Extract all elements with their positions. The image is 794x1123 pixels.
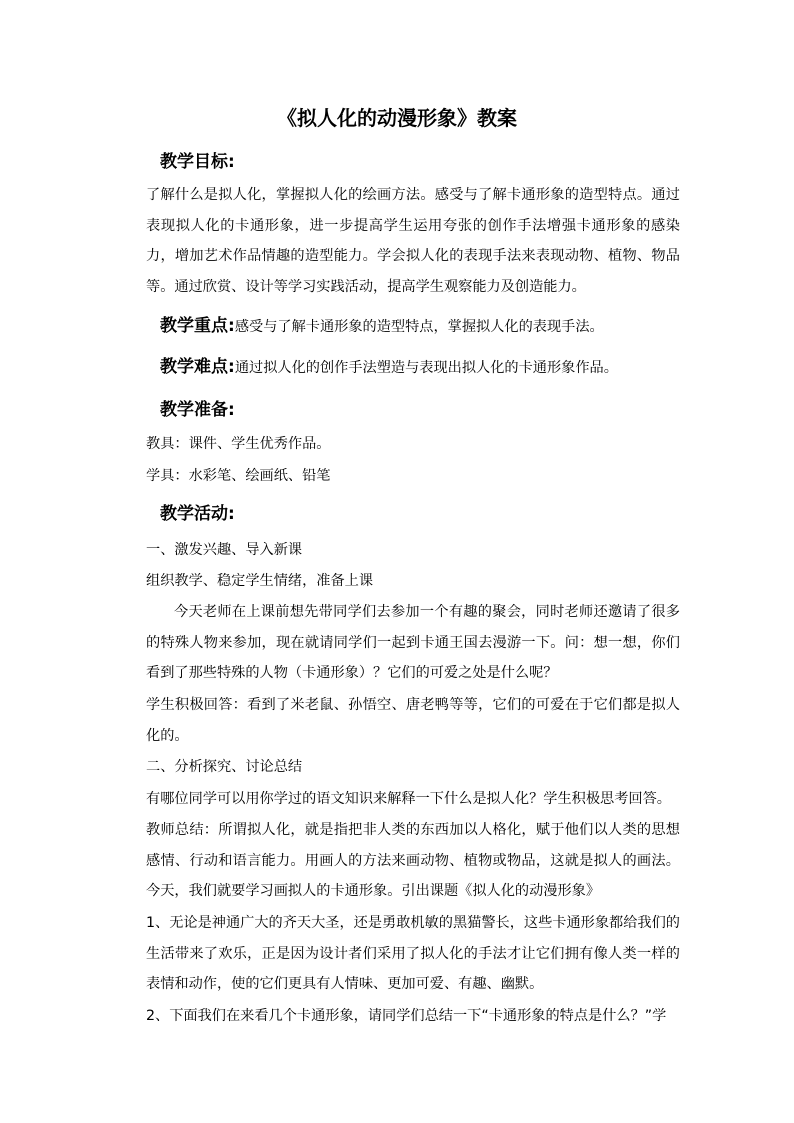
- student-tools: 学具：水彩笔、绘画纸、铅笔: [146, 468, 331, 484]
- objectives-paragraph: 了解什么是拟人化，掌握拟人化的绘画方法。感受与了解卡通形象的造型特点。通过表现拟人化的卡通形象，进一步提高学生运用夸张的创作手法增强卡通形象的感染力，增加艺术作品情趣的造型能力。学会拟人化的表现手法来表现动物、植物、物品等。通过欣赏、设计等学习实践活动，提高学生观察能力及创造能力。: [146, 187, 680, 295]
- preparation-heading: 教学准备:: [160, 400, 235, 420]
- section1-paragraph-1: 组织教学、稳定学生情绪，准备上课: [146, 573, 374, 589]
- objectives-heading: 教学目标:: [160, 152, 235, 172]
- section2-paragraph-1: 有哪位同学可以用你学过的语文知识来解释一下什么是拟人化？学生积极思考回答。: [146, 791, 671, 807]
- key-points-label: 教学重点:: [160, 316, 235, 336]
- section1-title: 一、激发兴趣、导入新课: [146, 542, 303, 558]
- key-points-text: 感受与了解卡通形象的造型特点，掌握拟人化的表现手法。: [234, 319, 604, 335]
- difficulty-label: 教学难点:: [160, 357, 235, 377]
- section2-paragraph-2: 教师总结：所谓拟人化，就是指把非人类的东西加以人格化，赋于他们以人类的思想感情、行动和语言能力。用画人的方法来画动物、植物或物品，这就是拟人的画法。今天，我们就要学习画拟人的卡通形象。引出课题《拟人化的动漫形象》: [146, 822, 680, 899]
- difficulty-line: [160, 357, 618, 378]
- document-title: 《拟人化的动漫形象》教案: [277, 106, 517, 130]
- section2-title: 二、分析探究、讨论总结: [146, 759, 303, 775]
- teacher-tools: 教具：课件、学生优秀作品。: [146, 436, 331, 452]
- activities-heading: 教学活动:: [160, 504, 235, 524]
- key-points-line: [160, 316, 604, 337]
- section2-paragraph-4: 2、下面我们在来看几个卡通形象，请同学们总结一下“卡通形象的特点是什么？”学: [146, 1008, 667, 1024]
- difficulty-text: 通过拟人化的创作手法塑造与表现出拟人化的卡通形象作品。: [234, 360, 618, 376]
- section1-paragraph-3: 学生积极回答：看到了米老鼠、孙悟空、唐老鸭等等，它们的可爱在于它们都是拟人化的。: [146, 697, 680, 744]
- section2-paragraph-3: 1、无论是神通广大的齐天大圣，还是勇敢机敏的黑猫警长，这些卡通形象都给我们的生活带来了欢乐，正是因为设计者们采用了拟人化的手法才让它们拥有像人类一样的表情和动作，使的它们更具有人情味、更加可爱、有趣、幽默。: [146, 915, 680, 992]
- section1-paragraph-2: 今天老师在上课前想先带同学们去参加一个有趣的聚会，同时老师还邀请了很多的特殊人物来参加，现在就请同学们一起到卡通王国去漫游一下。问：想一想，你们看到了那些特殊的人物（卡通形象）？它们的可爱之处是什么呢？: [146, 604, 680, 681]
